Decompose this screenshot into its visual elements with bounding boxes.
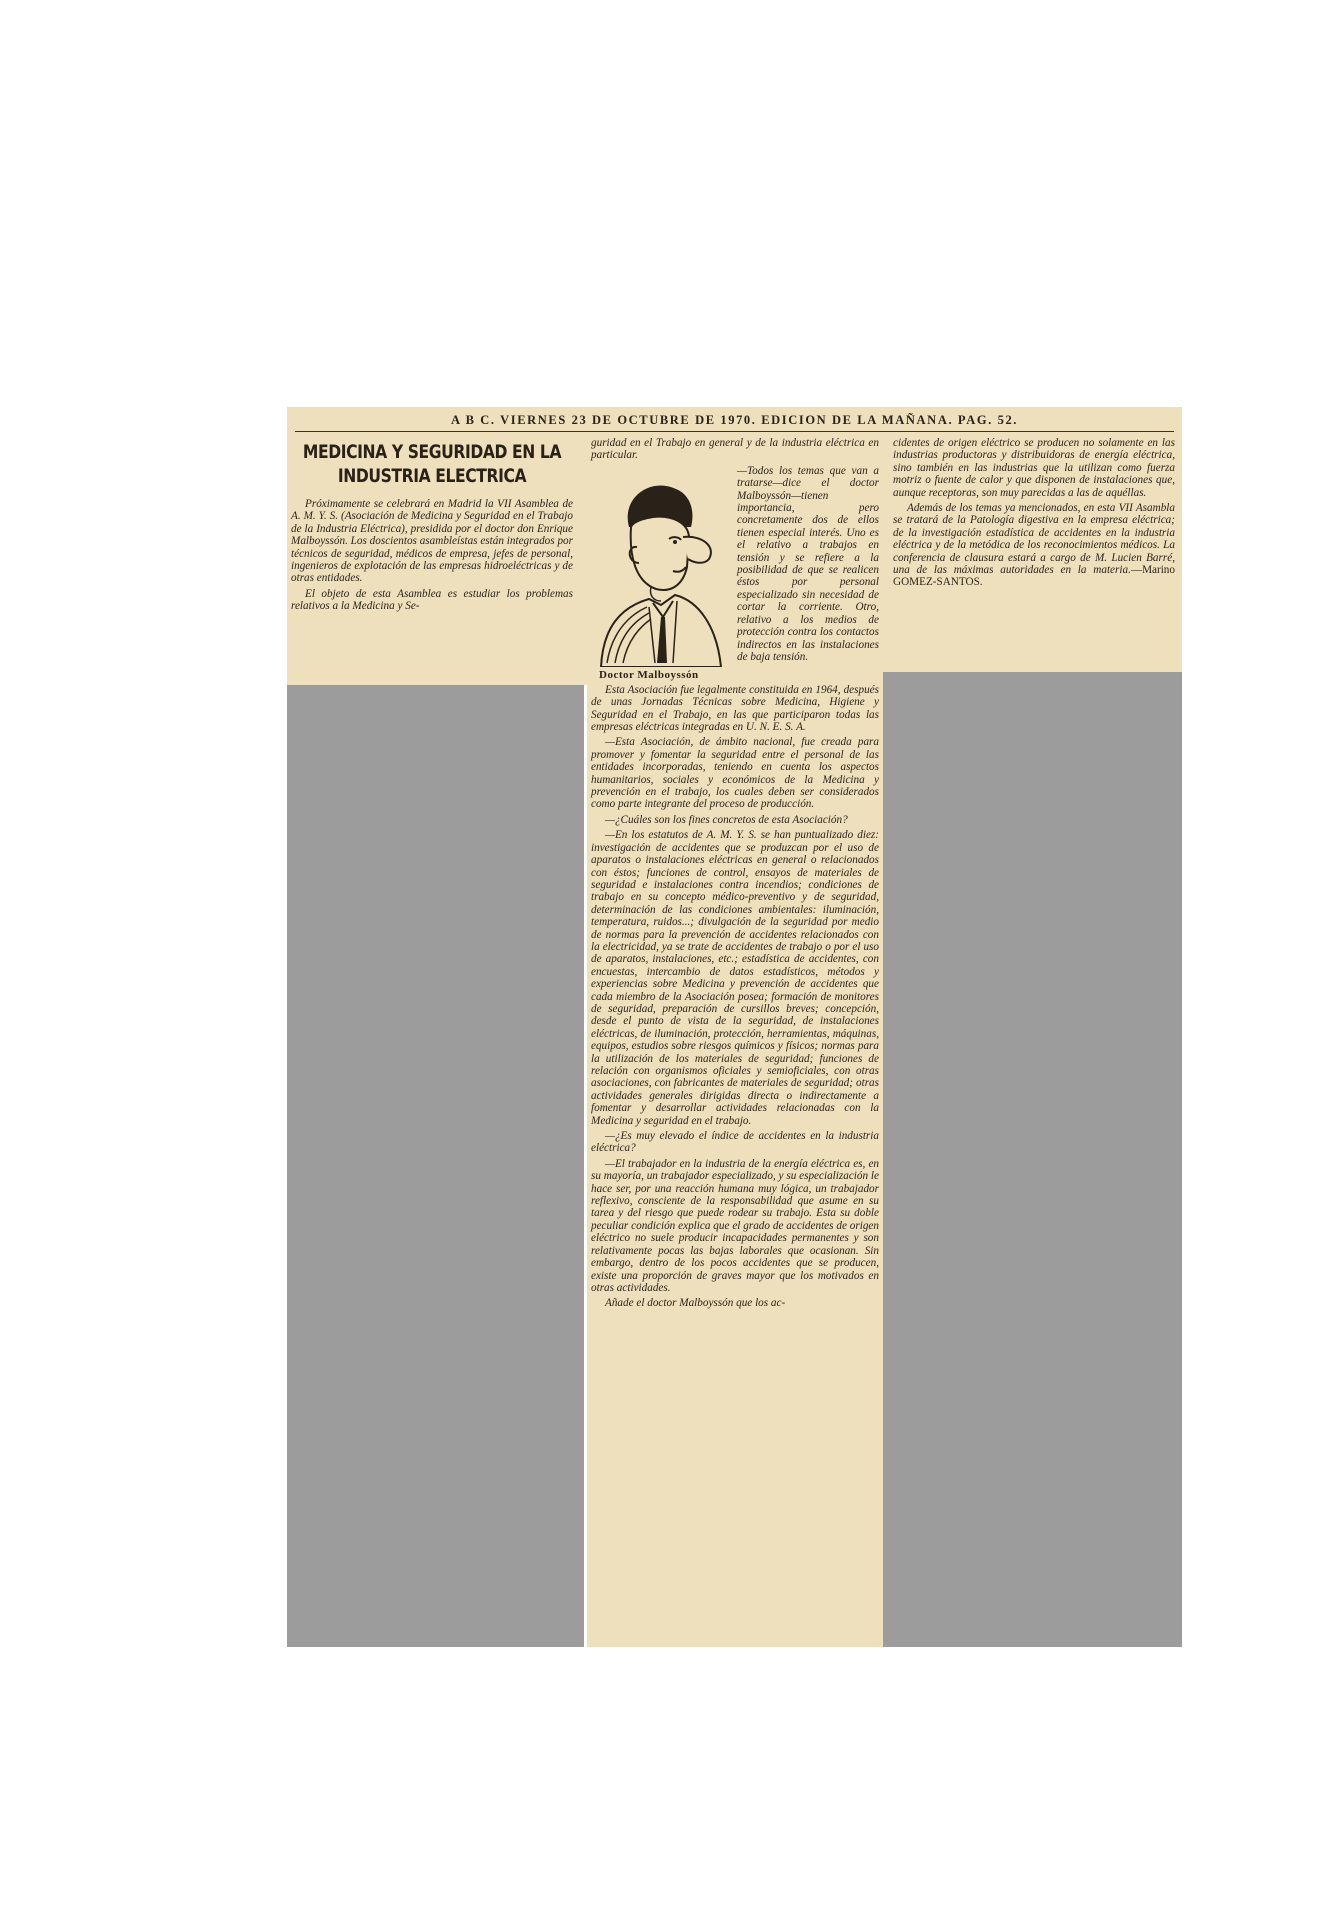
paragraph: —En los estatutos de A. M. Y. S. se han puntualizado diez: investigación de accidentes que se produzcan por el uso de aparatos o instalaciones eléctricas en general o relacionados con éstos; funciones de control, ensayos de materiales de seguridad e instalaciones contra incendios; condiciones de trabajo en su concepto médico-preventivo y de seguridad, determinación de las condiciones ambientales: iluminación, temperatura, ruidos...; divulgación de la seguridad por medio de normas para la prevención de accidentes relacionados con la electricidad, ya se trate de accidentes de trabajo o por el uso de aparatos, instalaciones, etc.; estadística de accidentes, con encuestas, intercambio de datos estadísticos, métodos y experiencias sobre Medicina y prevención de accidentes que cada miembro de la Asociación posea; formación de monitores de seguridad, preparación de cursillos breves; concepción, desde el punto de vista de la seguridad, de instalaciones eléctricas, de iluminación, protección, herramientas, máquinas, equipos, estudios sobre riesgos químicos y físicos; normas para la utilización de los materiales de seguridad; funciones de relación con organismos oficiales y semioficiales, con otras asociaciones, con fabricantes de materiales de seguridad; otras actividades generales dirigidas directa o indirectamente a fomentar y desarrollar actividades relacionadas con la Medicina y seguridad en el trabajo. (591, 829, 879, 1127)
caricature-image (591, 467, 731, 667)
paragraph: guridad en el Trabajo en general y de la industria eléctrica en particular. (591, 437, 879, 462)
paragraph (893, 502, 1175, 589)
paragraph: cidentes de origen eléctrico se producen no solamente en las industrias productoras y distribuidoras de energía eléctrica, sino también en las industrias que la utilizan como fuerza motriz o fuente de calor y que disponen de instalaciones que, aunque receptoras, son muy parecidas a las de aquéllas. (893, 437, 1175, 499)
paragraph: —¿Es muy elevado el índice de accidentes en la industria eléctrica? (591, 1130, 879, 1155)
paragraph: —El trabajador en la industria de la energía eléctrica es, en su mayoría, un trabajador especializado, y su especialización le hace ser, por una reacción humana muy lógica, un trabajador reflexivo, consciente de la responsabilidad que asume en su tarea y del riesgo que puede rodear su trabajo. Esta su doble peculiar condición explica que el grado de accidentes de origen eléctrico no suele producir incapacidades permanentes y son relativamente pocas las bajas laborales que ocasionan. Sin embargo, dentro de los pocos accidentes que se producen, existe una proporción de graves mayor que los motivados en otras actividades. (591, 1157, 879, 1294)
paragraph: Añade el doctor Malboyssón que los ac- (605, 1297, 786, 1310)
paragraph-with-cartoon (591, 464, 879, 682)
cartoon-portrait (591, 467, 731, 682)
byline: —Marino GOMEZ-SANTOS. (893, 564, 1175, 589)
masked-area-left (287, 685, 584, 1647)
paragraph-text: Además de los temas ya mencionados, en esta VII Asambla se tratará de la Patología digestiva en la empresa eléctrica; de la investigación estadística de accidentes en la industria eléctrica y de la metódica de los reconocimientos médicos. La conferencia de clausura estará a cargo de M. Lucien Barré, una de las máximas autoridades en la materia. (893, 502, 1175, 577)
masked-area-right (883, 672, 1182, 1647)
quote-text: —Todos los temas que van a tratarse—dice el doctor Malboyssón—tienen importancia, pero concretamente dos de ellos tienen especial interés. Uno es el relativo a trabajos en tensión y se refiere a la posibilidad de que se realicen éstos por personal especializado sin necesidad de cortar la corriente. Otro, relativo a los medios de protección contra los contactos indirectos en las instalaciones de baja tensión. (737, 464, 879, 663)
masthead-rule (295, 431, 1174, 432)
paragraph: —¿Cuáles son los fines concretos de esta Asociación? (605, 813, 848, 826)
paragraph: El objeto de esta Asamblea es estudiar los problemas relativos a la Medicina y Se- (291, 587, 573, 613)
cartoon-caption: Doctor Malboyssón (599, 669, 699, 682)
paragraph: Esta Asociación fue legalmente constituida en 1964, después de unas Jornadas Técnicas sobre Medicina, Higiene y Seguridad en el Trabajo, en las que participaron todas las empresas eléctricas integradas en U. N. E. S. A. (591, 683, 879, 734)
headline: MEDICINA Y SEGURIDAD EN LA INDUSTRIA ELECTRICA (302, 441, 562, 487)
masthead: A B C. VIERNES 23 DE OCTUBRE DE 1970. EDICION DE LA MAÑANA. PAG. 52. (287, 407, 1182, 431)
column-2 (591, 437, 879, 1310)
newspaper-clipping (287, 407, 1182, 1647)
column-1 (291, 437, 573, 613)
column-3 (893, 437, 1175, 589)
paragraph: —Esta Asociación, de ámbito nacional, fue creada para promover y fomentar la seguridad entre el personal de las entidades incorporadas, teniendo en cuenta los aspectos humanitarios, sociales y económicos de la Medicina y prevención en el trabajo, los cuales deben ser considerados como parte integrante del proceso de producción. (591, 736, 879, 811)
paragraph: Próximamente se celebrará en Madrid la VII Asamblea de A. M. Y. S. (Asociación de Medicina y Seguridad en el Trabajo de la Industria Eléctrica), presidida por el doctor don Enrique Malboyssón. Los doscientos asambleístas están integrados por técnicos de seguridad, médicos de empresa, jefes de personal, ingenieros de explotación de las empresas hidroeléctricas y de otras entidades. (291, 498, 573, 585)
